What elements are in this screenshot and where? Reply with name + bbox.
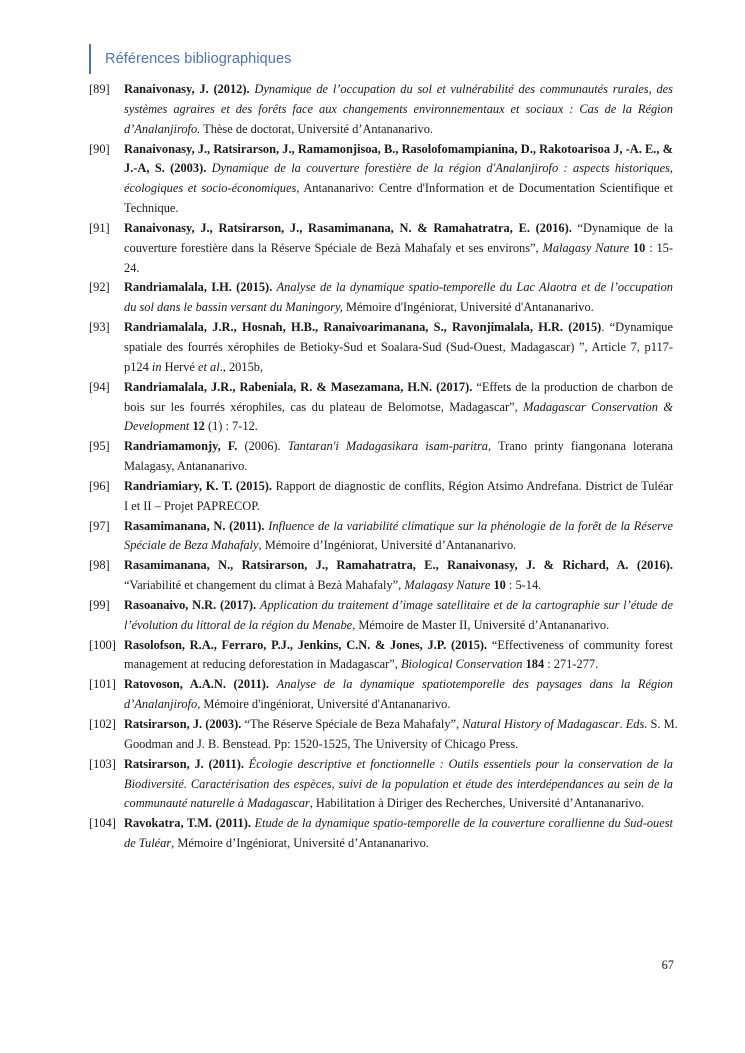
reference-plain-text: . “Dynamique spatiale des fourrés xérophiles de Betioky-Sud et Soalara-Sud (Sud-Ouest, Madagascar) ”, Article 7, p117-p124 — [124, 320, 673, 374]
reference-bold-text: Ranaivonasy, J., Ratsirarson, J., Ramamonjisoa, B., Rasolofomampianina, D., Rakotoarisoa J, -A. E., & J.-A, S. (2003). — [124, 141, 673, 176]
running-header — [89, 44, 292, 74]
reference-text — [124, 755, 673, 815]
reference-entry — [89, 318, 673, 378]
reference-bold-text: 184 — [525, 657, 545, 672]
reference-number: [94] — [89, 379, 110, 394]
reference-bold-text: Ranaivonasy, J., Ratsirarson, J., Rasamimanana, N. & Ramahatratra, E. (2016). — [124, 220, 572, 235]
reference-plain-text: , Habilitation à Diriger des Recherches, Université d’Antananarivo. — [309, 796, 645, 811]
reference-plain-text: (1) : 7-12. — [204, 419, 258, 434]
reference-plain-text: , Mémoire de Master II, Université d’Antananarivo. — [352, 617, 610, 632]
reference-plain-text: “Effets de la production de charbon de bois sur les fourrés xérophiles, cas du plateau de Belomotse, Madagascar”, — [124, 379, 673, 414]
reference-text — [124, 378, 673, 438]
reference-bold-text: Randriamiary, K. T. (2015). — [124, 478, 273, 493]
reference-number: [92] — [89, 280, 110, 295]
reference-entry — [89, 378, 673, 438]
reference-entry — [89, 437, 673, 477]
header-title: Références bibliographiques — [105, 51, 292, 67]
reference-bold-text: Ratsirarson, J. (2011). — [124, 756, 244, 771]
reference-italic-text: Malagasy Nature — [542, 240, 630, 255]
reference-plain-text: , Mémoire d'ingéniorat, Université d'Antananarivo. — [197, 697, 451, 712]
reference-italic-text: Analyse de la dynamique spatiotemporelle des paysages dans la Région d’Analanjirofo — [124, 677, 673, 712]
reference-bold-text: Ravokatra, T.M. (2011). — [124, 816, 251, 831]
reference-entry — [89, 140, 673, 219]
reference-text — [124, 477, 673, 517]
reference-list — [89, 80, 678, 854]
reference-text — [124, 556, 673, 596]
reference-text — [124, 140, 673, 219]
reference-entry — [89, 596, 673, 636]
reference-plain-text: ., 2015b, — [219, 359, 264, 374]
reference-number: [95] — [89, 439, 110, 454]
reference-entry — [89, 278, 673, 318]
reference-text — [124, 437, 673, 477]
reference-italic-text: et al — [198, 359, 220, 374]
reference-text — [124, 636, 673, 676]
reference-number: [100] — [89, 637, 116, 652]
reference-text — [124, 675, 673, 715]
reference-italic-text: Tantaran'i Madagasikara isam-paritra — [287, 439, 488, 454]
reference-plain-text: (2006). — [237, 439, 288, 454]
reference-italic-text: Dynamique de la couverture forestière de la région d'Analanjirofo : aspects historiques, écologiques et socio-économiques, — [124, 161, 673, 196]
reference-text — [124, 318, 673, 378]
reference-plain-text: : 15-24. — [124, 240, 673, 275]
reference-number: [99] — [89, 597, 110, 612]
reference-bold-text: Rasoanaivo, N.R. (2017). — [124, 597, 257, 612]
reference-plain-text: “Effectiveness of community forest management at reducing deforestation in Madagascar”, — [124, 637, 674, 672]
reference-bold-text: Randriamamonjy, F. — [124, 439, 238, 454]
reference-number: [93] — [89, 320, 110, 335]
reference-plain-text: “Dynamique de la couverture forestière dans la Réserve Spéciale de Bezà Mahafaly et ses environs”, — [124, 220, 673, 255]
reference-bold-text: Randriamalala, J.R., Rabeniala, R. & Masezamana, H.N. (2017). — [124, 379, 473, 394]
reference-text — [124, 278, 673, 318]
reference-plain-text: , Mémoire d’Ingéniorat, Université d’Antananarivo. — [258, 538, 517, 553]
reference-number: [101] — [89, 677, 116, 692]
reference-bold-text: Rasamimanana, N., Ratsirarson, J., Ramahatratra, E., Ranaivonasy, J. & Richard, A. (2016). — [124, 558, 673, 573]
reference-number: [90] — [89, 141, 110, 156]
reference-bold-text: Ratovoson, A.A.N. (2011). — [124, 677, 269, 692]
reference-italic-text: Biological Conservation — [400, 657, 523, 672]
page-number: 67 — [661, 958, 674, 972]
reference-plain-text: , Trano printy fiangonana loterana Malagasy, Antananarivo. — [124, 439, 673, 474]
reference-plain-text: . — [619, 717, 626, 731]
reference-plain-text: S. M. Goodman and J. B. Benstead. Pp: 1520-1525, The University of Chicago Press. — [124, 717, 678, 751]
reference-italic-text: Dynamique de l’occupation du sol et vulnérabilité des communautés rurales, des systèmes agraires et des forêts face aux changements environnementaux et sociaux : Cas de la Région d’Analanjirofo. — [124, 82, 674, 136]
reference-number: [103] — [89, 756, 116, 771]
reference-italic-text: Malagasy Nature — [404, 578, 491, 593]
reference-entry — [89, 477, 673, 517]
reference-italic-text: Application du traitement d’image satellitaire et de la cartographie sur l’étude de l’évolution du littoral de la région du Menabe — [124, 597, 674, 632]
reference-text — [124, 814, 673, 854]
reference-number: [97] — [89, 518, 110, 533]
reference-bold-text: Ratsirarson, J. (2003). — [124, 717, 242, 731]
reference-plain-text — [269, 677, 277, 691]
reference-plain-text: Mémoire d'Ingéniorat, Université d'Antananarivo. — [342, 300, 594, 315]
reference-plain-text: Hervé — [161, 359, 198, 374]
reference-plain-text: : 5-14. — [505, 578, 542, 593]
reference-bold-text: Randriamalala, J.R., Hosnah, H.B., Ranaivoarimanana, S., Ravonjimalala, H.R. (2015) — [124, 320, 602, 335]
reference-entry — [89, 814, 673, 854]
reference-entry — [89, 517, 673, 557]
reference-plain-text: “The Réserve Spéciale de Beza Mahafaly”, — [241, 717, 463, 731]
reference-entry — [89, 219, 673, 279]
reference-text — [124, 80, 673, 140]
reference-entry — [89, 715, 678, 755]
reference-entry — [89, 636, 673, 676]
reference-text — [124, 596, 673, 636]
reference-entry — [89, 675, 673, 715]
reference-bold-text: Randriamalala, I.H. (2015). — [124, 280, 273, 295]
reference-number: [91] — [89, 220, 110, 235]
reference-italic-text: Analyse de la dynamique spatio-temporelle du Lac Alaotra et de l’occupation du sol dans le bassin versant du Maningory, — [124, 280, 673, 315]
reference-italic-text: Natural History of Madagascar — [462, 717, 620, 731]
reference-text — [124, 715, 697, 755]
reference-number: [98] — [89, 558, 110, 573]
reference-italic-text: Eds. — [625, 717, 648, 731]
reference-bold-text: Rasamimanana, N. (2011). — [124, 518, 265, 533]
reference-entry — [89, 80, 673, 140]
reference-plain-text: Thèse de doctorat, Université d’Antananarivo. — [200, 121, 434, 136]
reference-plain-text: Antananarivo: Centre d'Information et de Documentation Scientifique et Technique. — [124, 181, 673, 216]
reference-plain-text: : 271-277. — [544, 657, 599, 672]
reference-entry — [89, 755, 673, 815]
reference-bold-text: Ranaivonasy, J. (2012). — [124, 82, 250, 96]
reference-number: [96] — [89, 478, 110, 493]
reference-italic-text: Etude de la dynamique spatio-temporelle de la couverture corallienne du Sud-ouest de Tuléar — [124, 816, 673, 851]
reference-plain-text: “Variabilité et changement du climat à Bezà Mahafaly”, — [124, 578, 405, 593]
reference-bold-text: 10 — [493, 578, 506, 593]
reference-bold-text: Rasolofson, R.A., Ferraro, P.J., Jenkins, C.N. & Jones, J.P. (2015). — [124, 637, 488, 652]
reference-number: [104] — [89, 816, 116, 831]
reference-italic-text: in — [151, 359, 162, 374]
reference-plain-text: , Mémoire d’Ingéniorat, Université d’Antananarivo. — [171, 836, 429, 851]
reference-bold-text: 12 — [192, 419, 205, 434]
reference-number: [89] — [89, 82, 110, 96]
reference-italic-text: Influence de la variabilité climatique sur la phénologie de la forêt de la Réserve Spéciale de Beza Mahafaly — [124, 518, 673, 553]
reference-bold-text: 10 — [632, 240, 646, 255]
reference-italic-text: Madagascar Conservation & Development — [124, 399, 673, 434]
reference-text — [124, 517, 673, 557]
reference-entry — [89, 556, 673, 596]
reference-italic-text: Écologie descriptive et fonctionnelle : Outils essentiels pour la conservation de la Biodiversité. Caractérisation des espèces, suivi de la population et étude des interdépendances au sein de la communauté naturelle à Madagascar — [124, 756, 673, 811]
reference-number: [102] — [89, 717, 116, 731]
reference-plain-text: Rapport de diagnostic de conflits, Région Atsimo Andrefana. District de Tuléar I et II – Projet PAPRECOP. — [124, 478, 673, 513]
reference-text — [124, 219, 673, 279]
